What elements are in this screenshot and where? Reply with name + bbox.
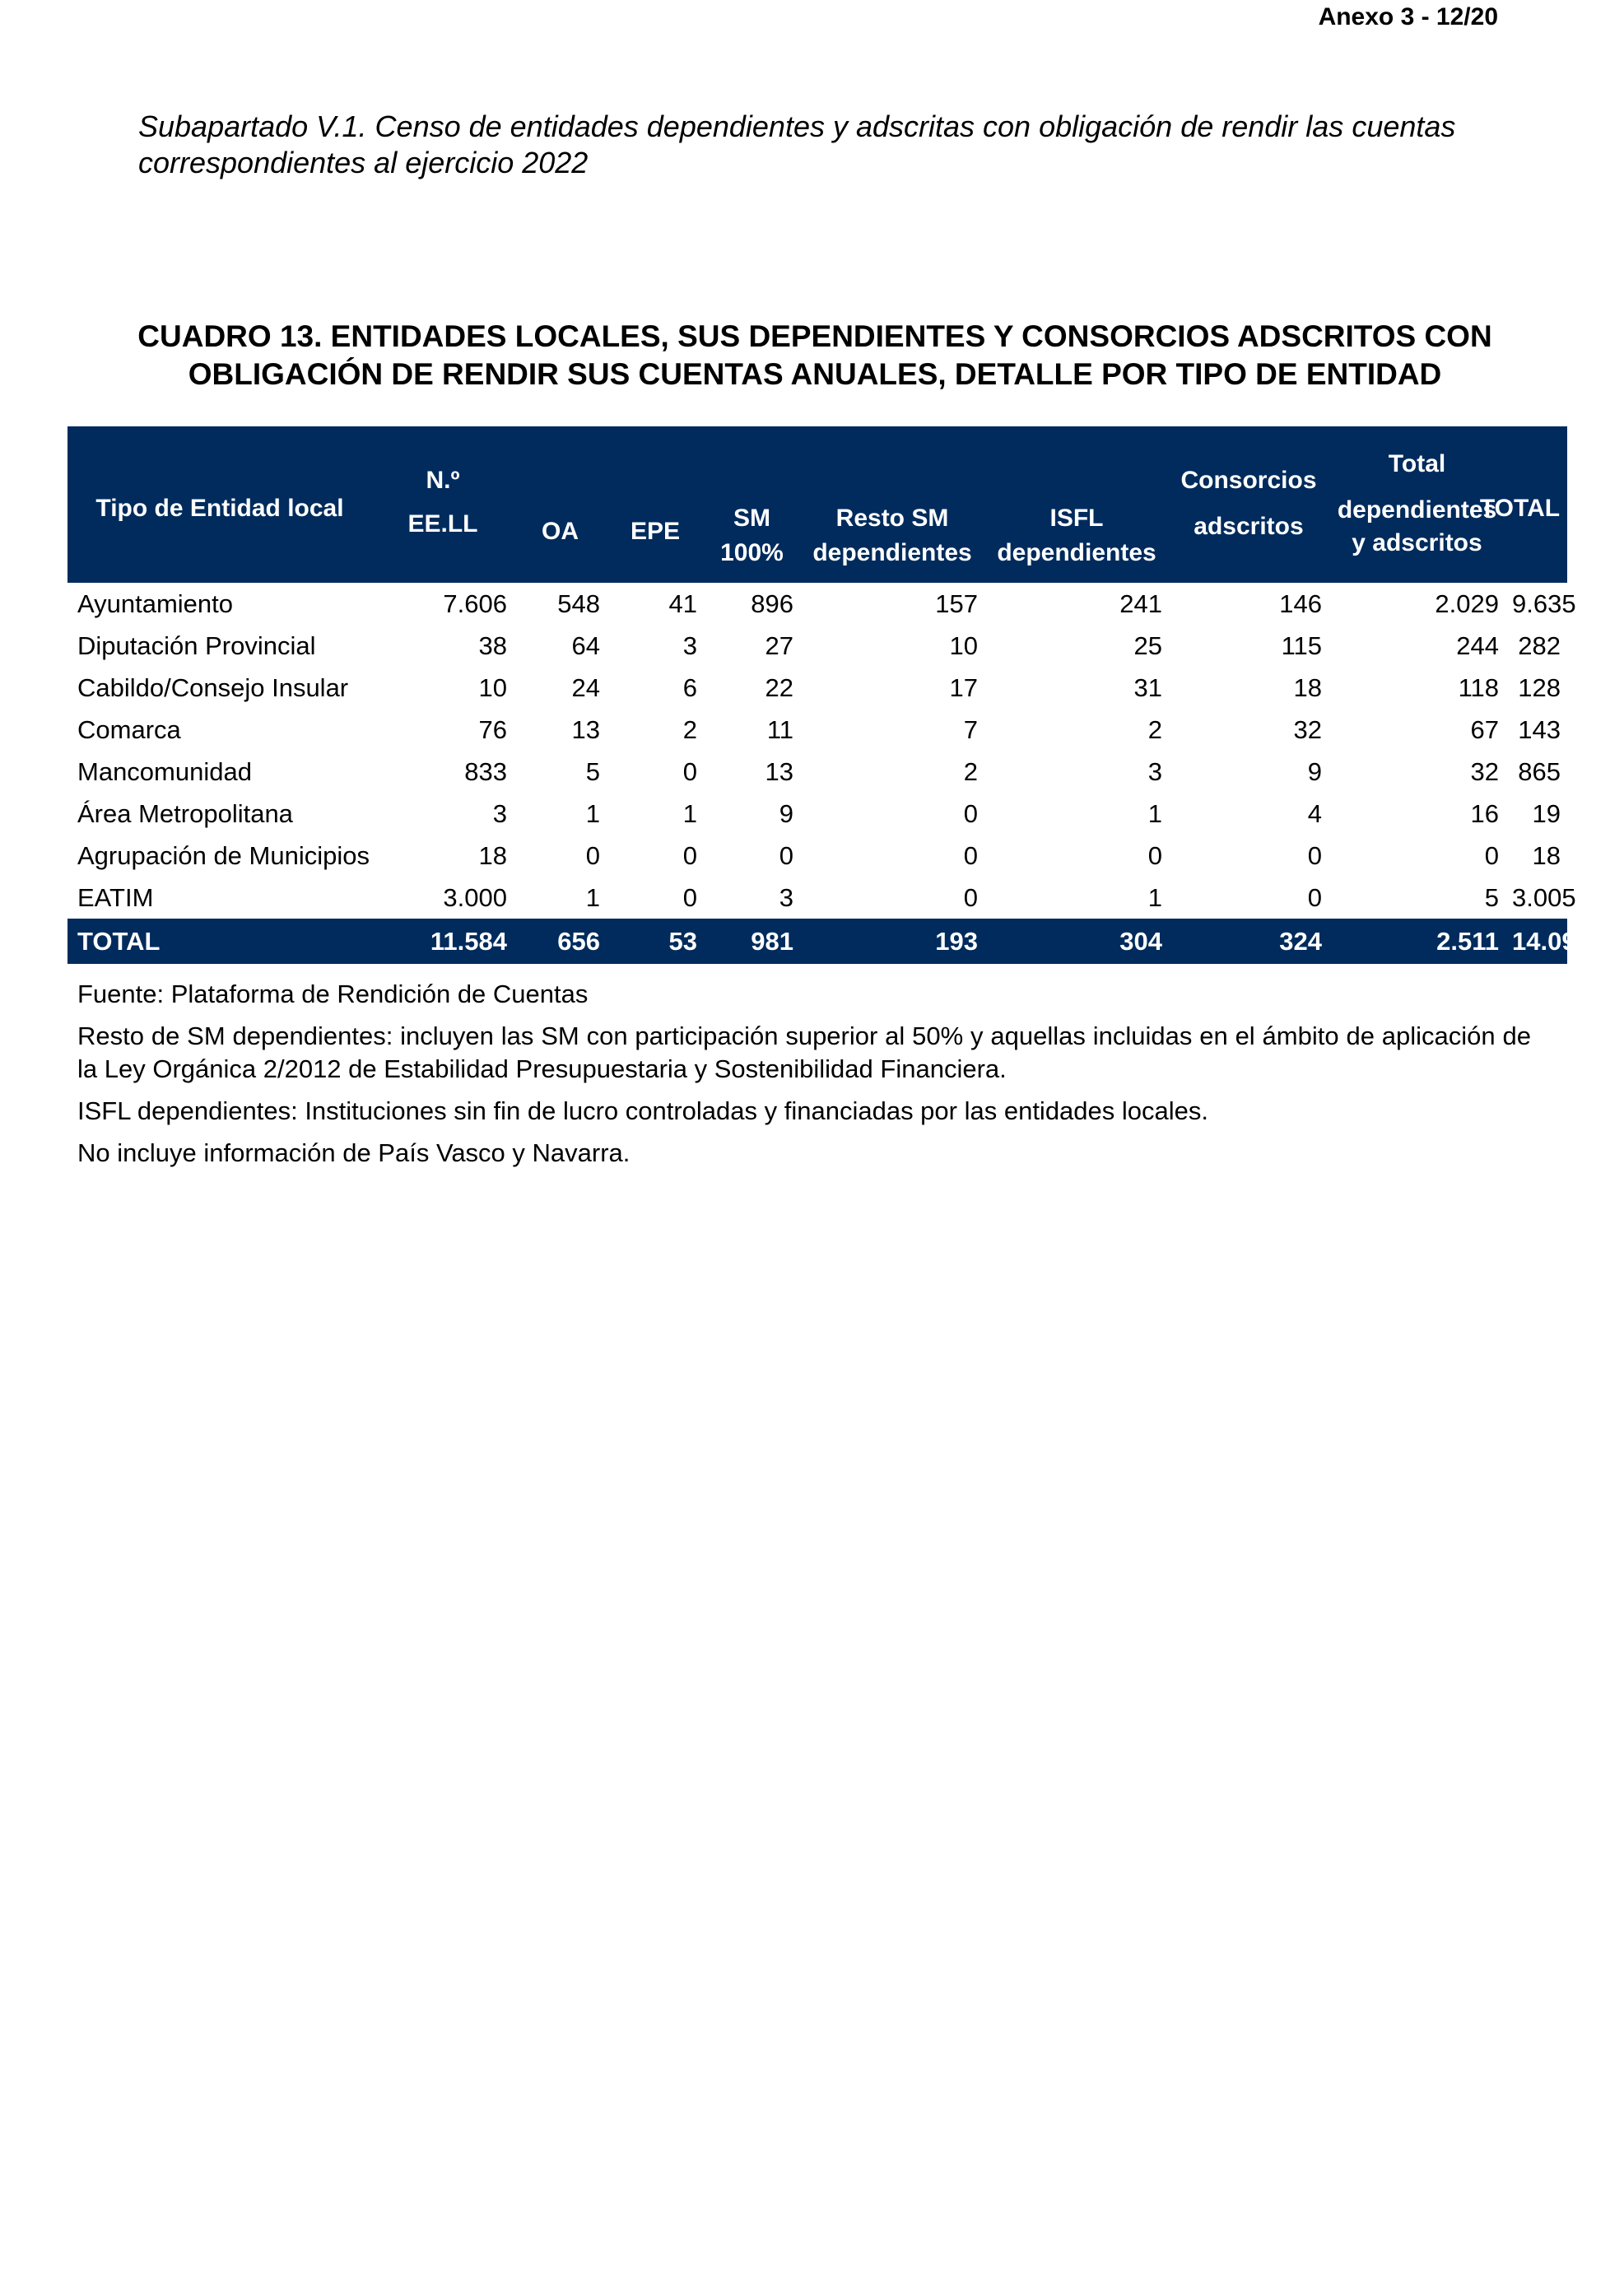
col-header-oa bbox=[514, 426, 607, 583]
entities-table bbox=[67, 426, 1590, 964]
note-isfl: ISFL dependientes: Instituciones sin fin de lucro controladas y financiadas por las entidades locales. bbox=[77, 1096, 1209, 1125]
value-cell: 6 bbox=[682, 673, 697, 702]
row-label-cell: Comarca bbox=[77, 715, 181, 744]
value-cell: 0 bbox=[963, 841, 978, 870]
value-cell: 32 bbox=[1470, 757, 1499, 786]
header-label: Resto SM bbox=[835, 505, 949, 532]
col-header-total bbox=[1479, 426, 1567, 583]
value-cell: 10 bbox=[478, 673, 507, 702]
value-cell: 0 bbox=[779, 841, 793, 870]
value-cell: 76 bbox=[478, 715, 507, 744]
value-cell: 25 bbox=[1133, 631, 1162, 660]
table-total-row bbox=[67, 919, 1567, 964]
value-cell: 1 bbox=[1147, 799, 1162, 828]
value-cell: 0 bbox=[1147, 841, 1162, 870]
row-label-cell: Agrupación de Municipios bbox=[77, 841, 370, 870]
table-row bbox=[67, 625, 1567, 667]
row-label-cell: EATIM bbox=[77, 883, 154, 912]
value-cell: 981 bbox=[704, 919, 800, 964]
value-cell: 13 bbox=[571, 715, 600, 744]
table-title bbox=[107, 318, 1523, 393]
row-label-cell: Ayuntamiento bbox=[77, 589, 233, 618]
header-label: Consorcios bbox=[1180, 467, 1317, 494]
value-cell: 3 bbox=[492, 799, 507, 828]
value-cell: 833 bbox=[464, 757, 507, 786]
header-label: dependientes bbox=[812, 539, 972, 566]
value-cell: 31 bbox=[1133, 673, 1162, 702]
header-label: SM bbox=[733, 505, 770, 532]
value-cell: 1 bbox=[1147, 883, 1162, 912]
header-label: EE.LL bbox=[407, 510, 478, 538]
note-resto-sm: Resto de SM dependientes: incluyen las SM con participación superior al 50% y aquellas incluidas en el ámbito de aplicación de la Ley Orgánica 2/2012 de Estabilidad Presupuestaria y Sostenibilidad Financiera. bbox=[77, 1022, 1531, 1083]
value-cell: 146 bbox=[1279, 589, 1322, 618]
table-notes bbox=[77, 978, 1531, 1179]
value-cell: 17 bbox=[949, 673, 978, 702]
value-cell: 244 bbox=[1456, 631, 1499, 660]
table-title-line-1: CUADRO 13. ENTIDADES LOCALES, SUS DEPENDIENTES Y CONSORCIOS ADSCRITOS CON bbox=[137, 319, 1492, 353]
col-header-resto-sm bbox=[800, 426, 984, 583]
row-label-cell: Mancomunidad bbox=[77, 757, 252, 786]
header-label: TOTAL bbox=[1479, 495, 1561, 522]
header-label: ISFL bbox=[1049, 505, 1104, 532]
value-cell: 24 bbox=[571, 673, 600, 702]
value-cell: 18 bbox=[478, 841, 507, 870]
row-label-cell: Área Metropolitana bbox=[77, 799, 293, 828]
value-cell: 0 bbox=[1307, 841, 1322, 870]
note-source: Fuente: Plataforma de Rendición de Cuentas bbox=[77, 980, 589, 1008]
value-cell: 2 bbox=[963, 757, 978, 786]
value-cell: 2.029 bbox=[1435, 589, 1499, 618]
header-label: Total bbox=[1388, 450, 1446, 477]
col-header-tipo bbox=[67, 426, 372, 583]
table-row bbox=[67, 667, 1567, 709]
value-cell: 5 bbox=[1484, 883, 1499, 912]
header-label: y adscritos bbox=[1352, 529, 1482, 556]
value-cell: 4 bbox=[1307, 799, 1322, 828]
value-cell: 11.584 bbox=[372, 919, 514, 964]
value-cell: 0 bbox=[585, 841, 600, 870]
value-cell: 9.635 bbox=[1512, 589, 1576, 618]
header-label: Tipo de Entidad local bbox=[95, 495, 344, 522]
value-cell: 0 bbox=[682, 841, 697, 870]
value-cell: 3 bbox=[779, 883, 793, 912]
value-cell: 143 bbox=[1518, 715, 1561, 744]
table-row bbox=[67, 877, 1567, 919]
value-cell: 1 bbox=[682, 799, 697, 828]
value-cell: 7 bbox=[963, 715, 978, 744]
row-label-cell: Cabildo/Consejo Insular bbox=[77, 673, 349, 702]
section-subtitle: Subapartado V.1. Censo de entidades dependientes y adscritas con obligación de rendir las cuentas correspondientes al ejercicio 2022 bbox=[138, 109, 1456, 179]
value-cell: 32 bbox=[1293, 715, 1322, 744]
value-cell: 865 bbox=[1518, 757, 1561, 786]
value-cell: 2 bbox=[1147, 715, 1162, 744]
value-cell: 0 bbox=[963, 883, 978, 912]
row-label-cell: TOTAL bbox=[67, 919, 372, 964]
value-cell: 0 bbox=[682, 757, 697, 786]
value-cell: 324 bbox=[1169, 919, 1329, 964]
col-header-neell bbox=[372, 426, 514, 583]
value-cell: 1 bbox=[585, 799, 600, 828]
value-cell: 0 bbox=[963, 799, 978, 828]
header-label: OA bbox=[542, 518, 579, 545]
value-cell: 27 bbox=[765, 631, 793, 660]
value-cell: 304 bbox=[984, 919, 1169, 964]
header-label: 100% bbox=[720, 539, 784, 566]
value-cell: 3 bbox=[682, 631, 697, 660]
value-cell: 3 bbox=[1147, 757, 1162, 786]
note-exclusion: No incluye información de País Vasco y Navarra. bbox=[77, 1138, 631, 1167]
page-number: Anexo 3 - 12/20 bbox=[1318, 3, 1498, 30]
value-cell: 548 bbox=[557, 589, 600, 618]
table-row bbox=[67, 793, 1567, 835]
table-row bbox=[67, 835, 1567, 877]
value-cell: 22 bbox=[765, 673, 793, 702]
value-cell: 11 bbox=[766, 715, 793, 744]
value-cell: 896 bbox=[751, 589, 793, 618]
table-row bbox=[67, 709, 1567, 751]
value-cell: 282 bbox=[1518, 631, 1561, 660]
value-cell: 9 bbox=[779, 799, 793, 828]
value-cell: 0 bbox=[1484, 841, 1499, 870]
col-header-consorcios bbox=[1169, 426, 1329, 583]
header-label: adscritos bbox=[1194, 513, 1304, 540]
value-cell: 10 bbox=[949, 631, 978, 660]
table-header-row bbox=[67, 426, 1567, 583]
value-cell: 128 bbox=[1518, 673, 1561, 702]
value-cell: 118 bbox=[1458, 673, 1499, 702]
value-cell: 5 bbox=[585, 757, 600, 786]
value-cell: 2 bbox=[682, 715, 697, 744]
value-cell: 38 bbox=[478, 631, 507, 660]
value-cell: 0 bbox=[1307, 883, 1322, 912]
table-row bbox=[67, 751, 1567, 793]
value-cell: 13 bbox=[765, 757, 793, 786]
value-cell: 18 bbox=[1532, 841, 1561, 870]
header-label: EPE bbox=[630, 518, 681, 545]
value-cell: 16 bbox=[1470, 799, 1499, 828]
header-label: N.º bbox=[426, 467, 460, 494]
table-row bbox=[67, 583, 1567, 625]
value-cell: 3.005 bbox=[1512, 883, 1576, 912]
value-cell: 157 bbox=[935, 589, 978, 618]
value-cell: 14.095 bbox=[1505, 919, 1567, 964]
value-cell: 2.511 bbox=[1329, 919, 1505, 964]
value-cell: 193 bbox=[800, 919, 984, 964]
value-cell: 115 bbox=[1281, 631, 1322, 660]
header-label: dependientes bbox=[1337, 496, 1497, 524]
value-cell: 3.000 bbox=[443, 883, 507, 912]
value-cell: 656 bbox=[514, 919, 607, 964]
value-cell: 0 bbox=[682, 883, 697, 912]
table-title-line-2: OBLIGACIÓN DE RENDIR SUS CUENTAS ANUALES, DETALLE POR TIPO DE ENTIDAD bbox=[188, 357, 1442, 391]
header-label: dependientes bbox=[997, 539, 1156, 566]
value-cell: 9 bbox=[1307, 757, 1322, 786]
value-cell: 41 bbox=[668, 589, 697, 618]
col-header-epe bbox=[607, 426, 704, 583]
value-cell: 18 bbox=[1293, 673, 1322, 702]
row-label-cell: Diputación Provincial bbox=[77, 631, 316, 660]
col-header-sm bbox=[704, 426, 800, 583]
value-cell: 241 bbox=[1119, 589, 1162, 618]
col-header-isfl bbox=[984, 426, 1169, 583]
value-cell: 1 bbox=[585, 883, 600, 912]
value-cell: 19 bbox=[1532, 799, 1561, 828]
value-cell: 53 bbox=[607, 919, 704, 964]
value-cell: 7.606 bbox=[443, 589, 507, 618]
value-cell: 64 bbox=[571, 631, 600, 660]
value-cell: 67 bbox=[1470, 715, 1499, 744]
